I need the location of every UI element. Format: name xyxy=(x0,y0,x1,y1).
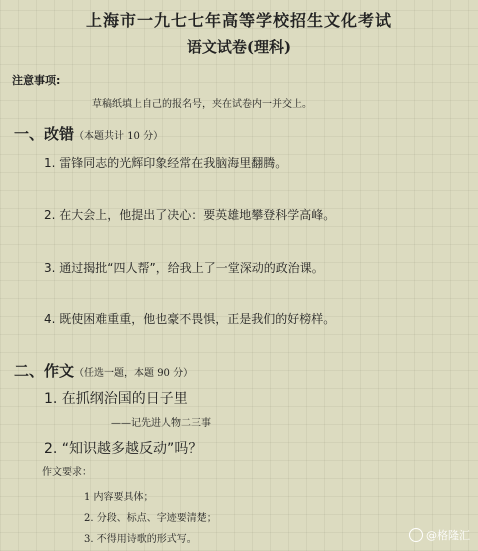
question-1: 1. 雷锋同志的光辉印象经常在我脑海里翻腾。 xyxy=(44,156,288,170)
exam-subtitle: 语文试卷(理科) xyxy=(186,38,292,56)
question-3: 3. 通过揭批“四人帮”，给我上了一堂深动的政治课。 xyxy=(44,261,324,275)
notice-label: 注意事项: xyxy=(12,74,61,87)
requirement-3: 3. 不得用诗歌的形式写。 xyxy=(84,534,197,545)
exam-title: 上海市一九七七年高等学校招生文化考试 xyxy=(85,11,392,30)
section2-heading xyxy=(14,360,193,381)
notice-text: 草稿纸填上自己的报名号，夹在试卷内一并交上。 xyxy=(92,99,312,110)
section1-note: （本题共计 10 分） xyxy=(74,131,164,142)
section1-title: 一、改错 xyxy=(14,125,75,143)
essay-topic-1: 1. 在抓纲治国的日子里 xyxy=(44,391,188,407)
section1-heading xyxy=(14,123,163,144)
essay-topic-1-subtitle: ——记先进人物二三事 xyxy=(111,418,211,429)
requirement-1: 1 内容要具体； xyxy=(84,492,154,503)
section2-note: （任选一题，本题 90 分） xyxy=(74,368,194,379)
watermark-text: @格隆汇 xyxy=(426,529,470,542)
section2-title: 二、作文 xyxy=(14,362,75,380)
watermark xyxy=(409,527,470,543)
requirements-label: 作文要求： xyxy=(42,467,92,478)
question-2: 2. 在大会上，他提出了决心：要英雄地攀登科学高峰。 xyxy=(44,208,336,222)
essay-topic-2: 2. “知识越多越反动”吗？ xyxy=(44,441,203,457)
question-4: 4. 既使困难重重，他也豪不畏惧，正是我们的好榜样。 xyxy=(44,312,336,326)
requirement-2: 2. 分段、标点、字迹要清楚； xyxy=(84,513,217,524)
weibo-icon xyxy=(409,528,423,542)
